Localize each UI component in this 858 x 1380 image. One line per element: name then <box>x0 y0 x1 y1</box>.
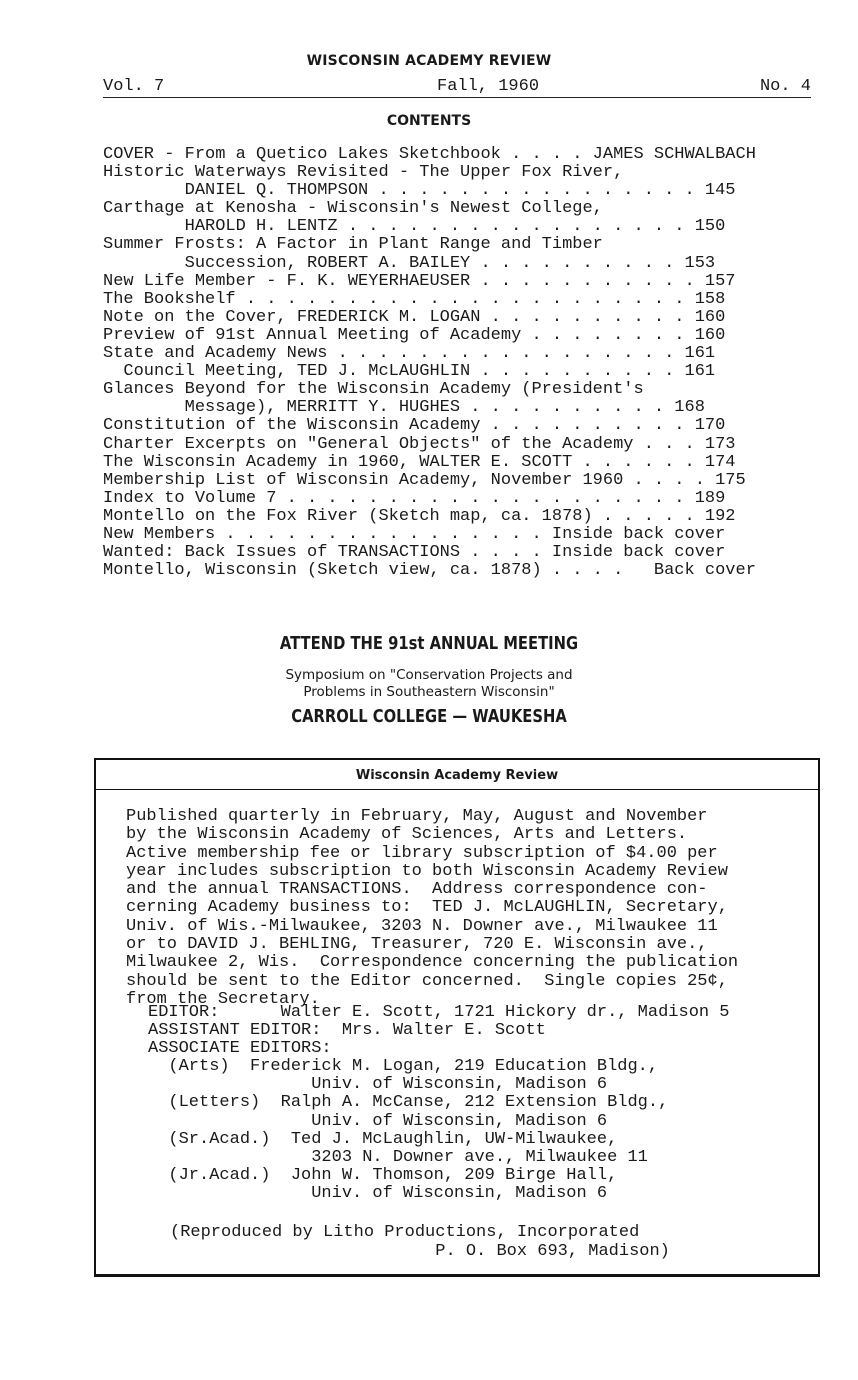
reproduction-line: P. O. Box 693, Madison) <box>170 1241 670 1261</box>
table-of-contents <box>103 146 756 580</box>
toc-entry: New Life Member - F. K. WEYERHAEUSER . . . . . . . . . . . 157 <box>103 271 736 291</box>
symposium-line: Symposium on "Conservation Projects and <box>285 667 573 683</box>
publication-info-line: Milwaukee 2, Wis. Correspondence concerning the publication <box>126 953 739 973</box>
editor-line: (Arts) Frederick M. Logan, 219 Education Bldg., <box>148 1057 659 1077</box>
toc-entry: The Bookshelf . . . . . . . . . . . . . . . . . . . . . . 158 <box>103 289 726 309</box>
toc-entry: DANIEL Q. THOMPSON . . . . . . . . . . . . . . . . 145 <box>103 181 736 201</box>
publication-info-line: Published quarterly in February, May, August and November <box>126 807 708 826</box>
volume-label: Vol. 7 <box>103 77 165 96</box>
publication-info-line: should be sent to the Editor concerned. Single copies 25¢, <box>126 971 728 991</box>
publication-info-line: from the Secretary. <box>126 989 320 1009</box>
publication-info-line: year includes subscription to both Wisconsin Academy Review <box>126 861 728 881</box>
issue-number-label: No. 4 <box>759 77 811 96</box>
editor-line: EDITOR: Walter E. Scott, 1721 Hickory dr., Madison 5 <box>148 1003 730 1022</box>
editor-line: ASSOCIATE EDITORS: <box>148 1039 332 1059</box>
symposium-line: Problems in Southeastern Wisconsin" <box>303 684 555 700</box>
toc-entry: New Members . . . . . . . . . . . . . . . . Inside back cover <box>103 524 726 544</box>
editor-line: (Jr.Acad.) John W. Thomson, 209 Birge Hall, <box>148 1165 618 1185</box>
toc-entry: Note on the Cover, FREDERICK M. LOGAN . . . . . . . . . . 160 <box>103 307 726 327</box>
editor-line: ASSISTANT EDITOR: Mrs. Walter E. Scott <box>148 1021 546 1041</box>
toc-entry: State and Academy News . . . . . . . . . . . . . . . . . 161 <box>103 344 716 364</box>
toc-entry: Index to Volume 7 . . . . . . . . . . . . . . . . . . . . 189 <box>103 488 726 508</box>
contents-heading: CONTENTS <box>386 113 472 129</box>
editors-list <box>148 1004 730 1203</box>
toc-entry: Succession, ROBERT A. BAILEY . . . . . . . . . . 153 <box>103 253 716 273</box>
symposium-text <box>0 667 858 701</box>
toc-entry: Montello, Wisconsin (Sketch view, ca. 1878) . . . . Back cover <box>103 561 756 581</box>
toc-entry: Carthage at Kenosha - Wisconsin's Newest College, <box>103 199 603 219</box>
toc-entry: Summer Frosts: A Factor in Plant Range and Timber <box>103 235 603 255</box>
toc-entry: COVER - From a Quetico Lakes Sketchbook . . . . JAMES SCHWALBACH <box>103 145 756 164</box>
toc-entry: Glances Beyond for the Wisconsin Academy (President's <box>103 380 644 400</box>
toc-entry: HAROLD H. LENTZ . . . . . . . . . . . . . . . . . 150 <box>103 217 726 237</box>
publication-info-line: or to DAVID J. BEHLING, Treasurer, 720 E. Wisconsin ave., <box>126 935 708 955</box>
issue-line <box>103 77 811 98</box>
toc-entry: Message), MERRITT Y. HUGHES . . . . . . . . . . 168 <box>103 398 705 418</box>
meeting-location: CARROLL COLLEGE — WAUKESHA <box>291 706 567 727</box>
reproduction-note <box>170 1224 670 1261</box>
publication-info <box>126 808 738 1009</box>
publication-info-line: and the annual TRANSACTIONS. Address correspondence con- <box>126 880 708 900</box>
toc-entry: Membership List of Wisconsin Academy, November 1960 . . . . 175 <box>103 470 746 490</box>
toc-entry: Council Meeting, TED J. McLAUGHLIN . . . . . . . . . . 161 <box>103 362 716 382</box>
publication-info-line: cerning Academy business to: TED J. McLAUGHLIN, Secretary, <box>126 898 728 918</box>
editor-line: 3203 N. Downer ave., Milwaukee 11 <box>148 1147 648 1167</box>
publication-info-line: Univ. of Wis.-Milwaukee, 3203 N. Downer ave., Milwaukee 11 <box>126 916 718 936</box>
masthead-box-title: Wisconsin Academy Review <box>96 760 818 790</box>
editor-line: (Sr.Acad.) Ted J. McLaughlin, UW-Milwaukee, <box>148 1129 618 1149</box>
toc-entry: Montello on the Fox River (Sketch map, ca. 1878) . . . . . 192 <box>103 506 736 526</box>
editor-line: Univ. of Wisconsin, Madison 6 <box>148 1075 608 1095</box>
toc-entry: Wanted: Back Issues of TRANSACTIONS . . . . Inside back cover <box>103 543 726 563</box>
editor-line: Univ. of Wisconsin, Madison 6 <box>148 1183 608 1203</box>
publication-info-line: Active membership fee or library subscription of $4.00 per <box>126 843 718 863</box>
toc-entry: Constitution of the Wisconsin Academy . . . . . . . . . . 170 <box>103 416 726 436</box>
meeting-headline: ATTEND THE 91st ANNUAL MEETING <box>279 633 579 654</box>
reproduction-line: (Reproduced by Litho Productions, Incorporated <box>170 1223 640 1242</box>
publication-info-line: by the Wisconsin Academy of Sciences, Arts and Letters. <box>126 825 688 845</box>
toc-entry: Preview of 91st Annual Meeting of Academy . . . . . . . . 160 <box>103 325 726 345</box>
season-label: Fall, 1960 <box>437 77 540 96</box>
toc-entry: The Wisconsin Academy in 1960, WALTER E. SCOTT . . . . . . 174 <box>103 452 736 472</box>
masthead-box <box>94 758 820 1277</box>
editor-line: Univ. of Wisconsin, Madison 6 <box>148 1111 608 1131</box>
toc-entry: Historic Waterways Revisited - The Upper Fox River, <box>103 163 624 183</box>
journal-title: WISCONSIN ACADEMY REVIEW <box>306 53 552 69</box>
editor-line: (Letters) Ralph A. McCanse, 212 Extension Bldg., <box>148 1093 669 1113</box>
toc-entry: Charter Excerpts on "General Objects" of the Academy . . . 173 <box>103 434 736 454</box>
